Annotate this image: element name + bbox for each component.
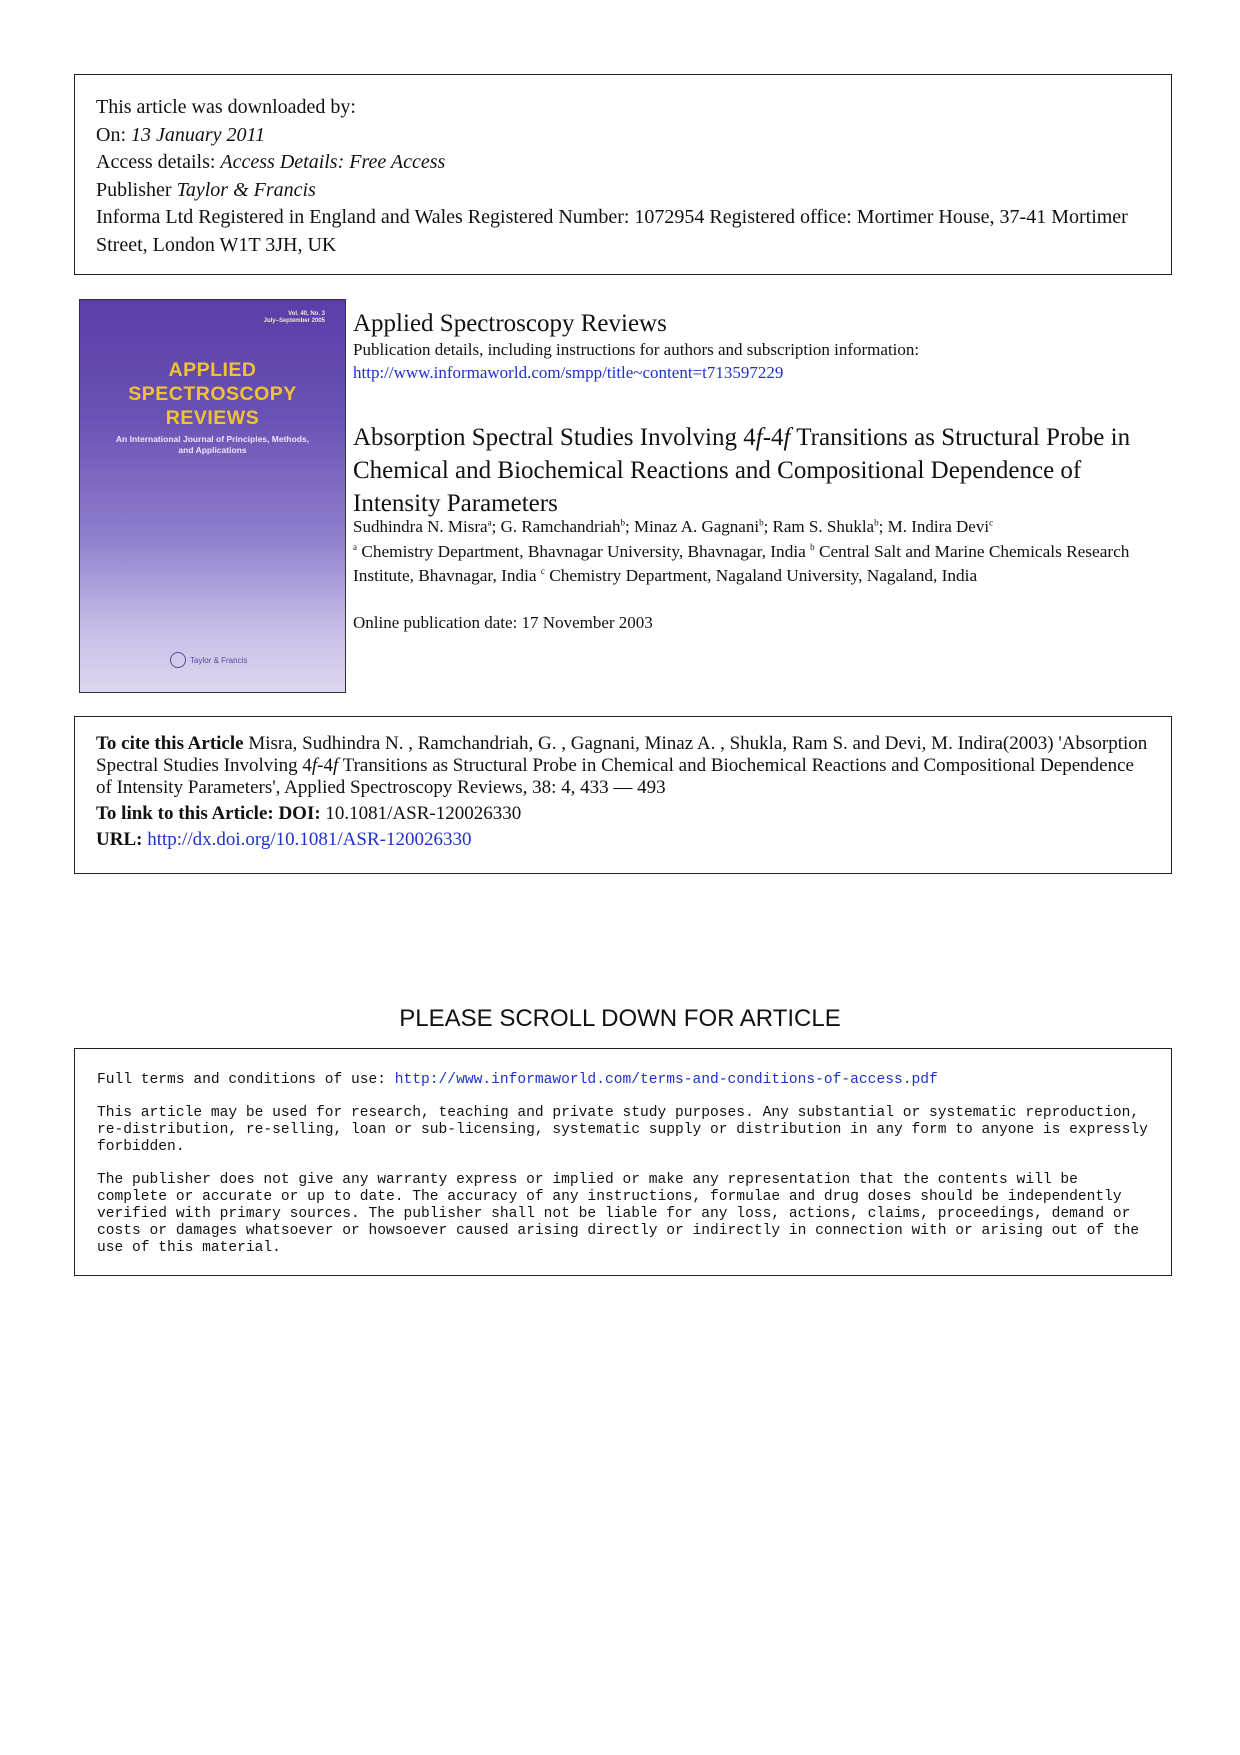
affiliations [353,540,1173,587]
author-name: G. Ramchandriah [500,517,621,536]
author [634,517,773,536]
title-text: Transitions as Structural Probe in Chemical and Biochemical Reactions and Compositional Dependence of Intensity Parameters [353,424,1131,517]
terms-url-link[interactable]: http://www.informaworld.com/terms-and-conditions-of-access.pdf [394,1072,938,1088]
url-line [96,829,1151,851]
terms-line [97,1072,1151,1089]
author-affil-sup: c [989,517,994,528]
cite-italic-f: f [311,755,318,776]
author-name: M. Indira Devi [887,517,990,536]
author-name: Sudhindra N. Misra [353,517,488,536]
cite-paragraph [96,733,1151,799]
author-affil-sup: a [487,517,492,528]
journal-name: Applied Spectroscopy Reviews [353,310,667,337]
url-label: URL: [96,829,143,850]
scroll-down-notice: PLEASE SCROLL DOWN FOR ARTICLE [399,1005,841,1032]
download-date-line [96,122,1151,150]
author [353,517,501,536]
journal-url-link[interactable]: http://www.informaworld.com/smpp/title~content=t713597229 [353,363,784,382]
title-italic-f: f [755,424,763,451]
cover-title [80,358,345,430]
terms-usage-paragraph: This article may be used for research, teaching and private study purposes. Any substantial or systematic reproduction, re-distribution, re-selling, loan or sub-licensing, systematic supply or distribution in any form to anyone is expressly forbidden. [97,1105,1148,1155]
access-details-line [96,149,1151,177]
affil-sup: a [353,542,357,553]
author [888,517,994,536]
article-title [353,421,1173,520]
online-publication-date: Online publication date: 17 November 2003 [353,613,653,632]
author-affil-sup: b [759,517,764,528]
download-date: 13 January 2011 [131,123,266,146]
access-label: Access details: [96,151,221,173]
author-name: Ram S. Shukla [772,517,875,536]
title-text: -4 [762,424,784,451]
cover-volume [264,311,325,325]
author-sep: ; [763,517,773,536]
downloaded-by-line: This article was downloaded by: [96,96,356,118]
cover-publisher-name: Taylor & Francis [190,655,248,665]
author-name: Minaz A. Gagnani [633,517,760,536]
affiliation-c: Chemistry Department, Nagaland University, Nagaland, India [544,565,978,585]
registered-office: Informa Ltd Registered in England and Wales Registered Number: 1072954 Registered office: Mortimer House, 37-41 Mortimer Street, London W1T 3JH, UK [96,206,1128,256]
doi-line [96,803,1151,825]
cover-title-line: APPLIED [168,359,257,381]
publication-details: Publication details, including instructions for authors and subscription information: [353,340,920,359]
author-sep: ; [491,517,501,536]
cite-italic-f: f [332,755,339,776]
terms-label: Full terms and conditions of use: [97,1072,395,1088]
author [773,517,888,536]
terms-disclaimer-paragraph: The publisher does not give any warranty express or implied or make any representation that the contents will be complete or accurate or up to date. The accuracy of any instructions, formulae and drug doses should be independently verified with primary sources. The publisher shall not be liable for any loss, actions, claims, proceedings, demand or costs or damages whatsoever or howsoever caused arising directly or indirectly in connection with or arising out of the use of this material. [97,1172,1140,1256]
publisher-label: Publisher [96,178,177,201]
publisher-name: Taylor & Francis [176,178,316,201]
terms-box [74,1048,1172,1276]
author-sep: ; [878,517,888,536]
affil-sup: b [810,542,815,553]
title-text: Absorption Spectral Studies Involving 4 [353,424,756,451]
cover-subtitle: An International Journal of Principles, Methods, and Applications [115,434,310,455]
cite-text: Transitions as Structural Probe in Chemical and Biochemical Reactions and Compositional Dependence of Intensity Parameters', Applied Spectroscopy Reviews, 38: 4, 433 — 493 [96,755,1134,798]
cover-title-line: REVIEWS [165,407,260,429]
author-list [353,516,993,538]
cover-date: July–September 2005 [263,318,325,324]
journal-cover-image [79,299,346,693]
download-info-box [74,74,1172,275]
author [501,517,634,536]
citation-box [74,716,1172,874]
doi-label: To link to this Article: DOI: [96,803,321,824]
cite-label: To cite this Article [96,733,244,754]
access-details: Access Details: Free Access [220,151,446,173]
affil-sup: c [540,565,545,576]
doi-value: 10.1081/ASR-120026330 [320,803,522,824]
author-affil-sup: b [874,517,879,528]
doi-url-link[interactable]: http://dx.doi.org/10.1081/ASR-120026330 [142,829,472,850]
cover-publisher-logo [170,652,247,668]
affiliation-a: Chemistry Department, Bhavnagar University, Bhavnagar, India [357,542,811,561]
cover-vol: Vol. 40, No. 3 [288,311,325,317]
cite-text: -4 [317,755,333,776]
author-affil-sup: b [620,517,625,528]
cover-title-line: SPECTROSCOPY [128,383,297,405]
on-label: On: [96,123,131,146]
title-italic-f: f [783,424,791,451]
author-sep: ; [624,517,634,536]
publisher-line [96,177,1151,205]
publisher-logo-icon [170,652,186,668]
affiliation-b: Central Salt and Marine Chemicals Research Institute, Bhavnagar, India [353,542,1130,585]
cite-text: Misra, Sudhindra N. , Ramchandriah, G. , Gagnani, Minaz A. , Shukla, Ram S. and Devi, M. Indira(2003) 'Absorption Spectral Studies Involving 4 [96,733,1148,776]
